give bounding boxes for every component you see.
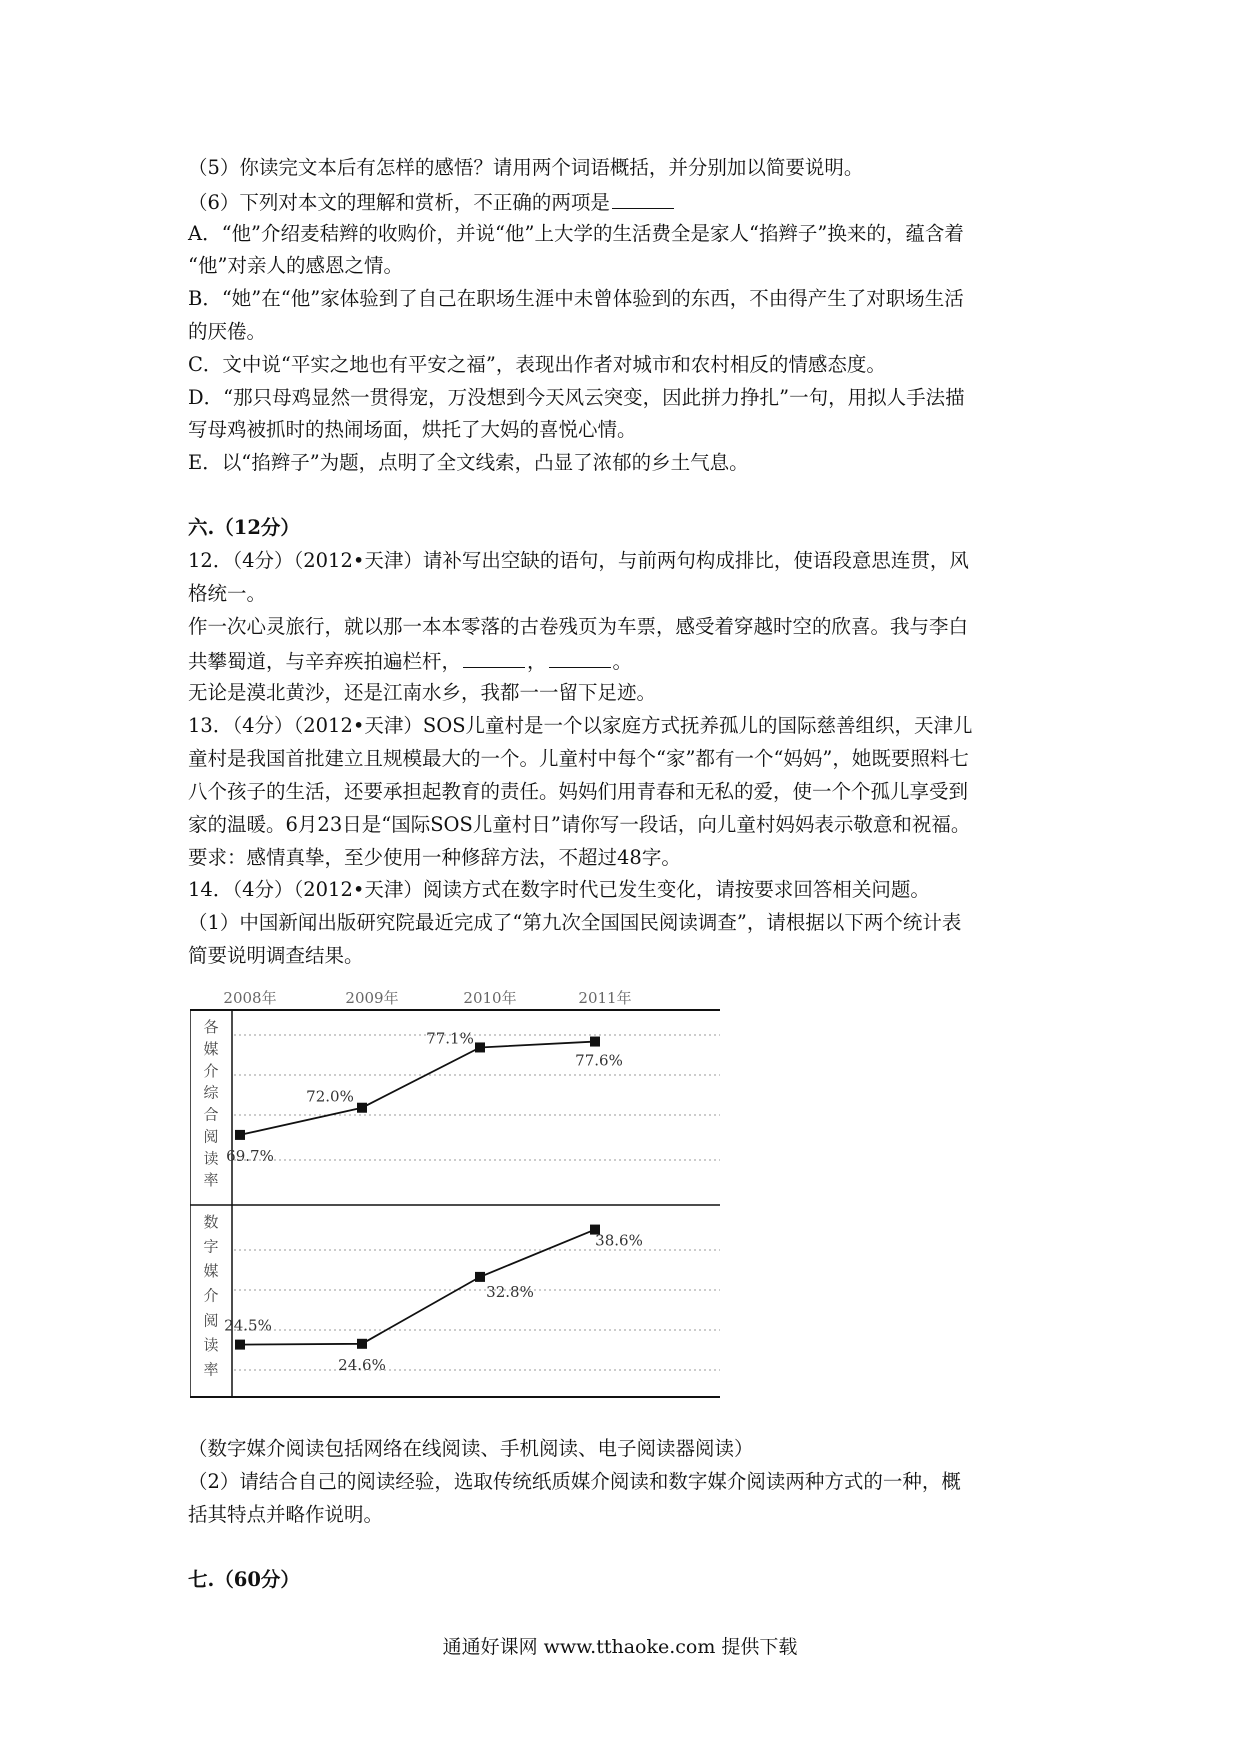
chart-data-label: 77.6% bbox=[575, 1051, 623, 1070]
q13-line3: 八个孩子的生活，还要承担起教育的责任。妈妈们用青春和无私的爱，使一个个孤儿享受到 bbox=[188, 780, 969, 803]
chart-data-point bbox=[235, 1340, 245, 1350]
q13-line2: 童村是我国首批建立且规模最大的一个。儿童村中每个“家”都有一个“妈妈”，她既要照料七 bbox=[188, 747, 969, 770]
chart-x-tick-label: 2008年 bbox=[223, 989, 277, 1007]
q12-line1: 12．（4分）（2012•天津）请补写出空缺的语句，与前两句构成排比，使语段意思连贯，风 bbox=[188, 549, 969, 572]
chart-data-point bbox=[475, 1272, 485, 1282]
chart-data-point bbox=[357, 1339, 367, 1349]
q12-passage-line3: 无论是漠北黄沙，还是江南水乡，我都一一留下足迹。 bbox=[188, 681, 657, 704]
chart-y-axis-label: 率 bbox=[203, 1360, 219, 1379]
chart-y-axis-label: 读 bbox=[203, 1335, 219, 1354]
chart-series-line bbox=[240, 1230, 595, 1345]
chart-series-line bbox=[240, 1042, 595, 1135]
chart-data-point bbox=[590, 1037, 600, 1047]
chart-y-axis-label: 阅 bbox=[203, 1127, 219, 1146]
chart-x-tick-label: 2010年 bbox=[463, 989, 517, 1007]
q13-line5: 要求：感情真挚，至少使用一种修辞方法，不超过48字。 bbox=[188, 846, 681, 869]
option-d-line2: 写母鸡被抓时的热闹场面，烘托了大妈的喜悦心情。 bbox=[188, 418, 637, 441]
chart-y-axis-label: 字 bbox=[203, 1237, 219, 1256]
option-d-line1: D．“那只母鸡显然一贯得宠，万没想到今天风云突变，因此拼力挣扎”一句，用拟人手法描 bbox=[188, 386, 965, 409]
chart-data-label: 69.7% bbox=[226, 1146, 274, 1165]
section-seven-heading: 七.（60分） bbox=[188, 1568, 300, 1591]
chart-data-label: 24.6% bbox=[338, 1355, 386, 1374]
q14-part1-line2: 简要说明调查结果。 bbox=[188, 944, 364, 967]
answer-blank bbox=[612, 191, 674, 209]
blank-1 bbox=[463, 650, 525, 668]
chart-y-axis-label: 介 bbox=[203, 1061, 219, 1080]
q13-line4: 家的温暖。6月23日是“国际SOS儿童村日”请你写一段话，向儿童村妈妈表示敬意和祝福。 bbox=[188, 813, 971, 836]
chart-data-label: 24.5% bbox=[224, 1316, 272, 1335]
q14-part2-line1: （2）请结合自己的阅读经验，选取传统纸质媒介阅读和数字媒介阅读两种方式的一种，概 bbox=[188, 1470, 961, 1493]
chart-y-axis-label: 各 bbox=[203, 1018, 219, 1036]
q6-text: （6）下列对本文的理解和赏析，不正确的两项是 bbox=[188, 191, 610, 214]
q13-line1: 13．（4分）（2012•天津）SOS儿童村是一个以家庭方式抚养孤儿的国际慈善组织，天津儿 bbox=[188, 714, 973, 737]
option-c-line: C．文中说“平实之地也有平安之福”，表现出作者对城市和农村相反的情感态度。 bbox=[188, 353, 886, 376]
chart-note: （数字媒介阅读包括网络在线阅读、手机阅读、电子阅读器阅读） bbox=[188, 1437, 754, 1460]
option-b-line2: 的厌倦。 bbox=[188, 320, 267, 343]
chart-y-axis-label: 阅 bbox=[203, 1311, 219, 1330]
chart-data-label: 77.1% bbox=[426, 1029, 474, 1048]
chart-y-axis-label: 媒 bbox=[203, 1039, 219, 1058]
q14-line: 14．（4分）（2012•天津）阅读方式在数字时代已发生变化，请按要求回答相关问题。 bbox=[188, 878, 930, 901]
q12-line2: 格统一。 bbox=[188, 582, 267, 605]
chart-data-point bbox=[475, 1042, 485, 1052]
reading-rate-chart bbox=[190, 985, 730, 1415]
q6-line bbox=[188, 191, 676, 213]
chart-data-point bbox=[357, 1103, 367, 1113]
q14-part1-line1: （1）中国新闻出版研究院最近完成了“第九次全国国民阅读调查”，请根据以下两个统计表 bbox=[188, 911, 962, 934]
option-a-line2: “他”对亲人的感恩之情。 bbox=[188, 254, 403, 277]
option-a-line1: A．“他”介绍麦秸辫的收购价，并说“他”上大学的生活费全是家人“掐辫子”换来的，蕴含着 bbox=[188, 222, 964, 245]
q5-line: （5）你读完文本后有怎样的感悟？请用两个词语概括，并分别加以简要说明。 bbox=[188, 156, 864, 179]
chart-x-tick-label: 2009年 bbox=[345, 989, 399, 1007]
chart-data-label: 38.6% bbox=[595, 1231, 643, 1250]
chart-data-label: 32.8% bbox=[486, 1282, 534, 1301]
blank-separator: ， bbox=[527, 650, 547, 673]
q12-passage-line2 bbox=[188, 650, 632, 672]
chart-data-label: 72.0% bbox=[306, 1087, 354, 1106]
chart-y-axis-label: 率 bbox=[203, 1171, 219, 1190]
chart-y-axis-label: 媒 bbox=[203, 1262, 219, 1281]
option-b-line1: B．“她”在“他”家体验到了自己在职场生涯中未曾体验到的东西，不由得产生了对职场生活 bbox=[188, 287, 964, 310]
chart-y-axis-label: 合 bbox=[203, 1105, 219, 1124]
chart-marks bbox=[203, 989, 642, 1378]
blank-2 bbox=[549, 650, 611, 668]
q12-passage-text: 共攀蜀道，与辛弃疾拍遍栏杆， bbox=[188, 650, 462, 673]
chart-y-axis-label: 介 bbox=[203, 1286, 219, 1305]
q12-passage-line1: 作一次心灵旅行，就以那一本本零落的古卷残页为车票，感受着穿越时空的欣喜。我与李白 bbox=[188, 615, 969, 638]
q14-part2-line2: 括其特点并略作说明。 bbox=[188, 1503, 384, 1526]
chart-x-tick-label: 2011年 bbox=[578, 989, 632, 1007]
blank-end: 。 bbox=[612, 650, 633, 673]
chart-y-axis-label: 数 bbox=[203, 1213, 219, 1231]
chart-y-axis-label: 综 bbox=[203, 1083, 219, 1102]
chart-data-point bbox=[235, 1130, 245, 1140]
section-six-heading: 六.（12分） bbox=[188, 516, 300, 539]
chart-frame bbox=[190, 1010, 720, 1397]
chart-y-axis-label: 读 bbox=[203, 1149, 219, 1168]
option-e-line: E．以“掐辫子”为题，点明了全文线索，凸显了浓郁的乡土气息。 bbox=[188, 451, 749, 474]
page-footer: 通通好课网 www.tthaoke.com 提供下载 bbox=[442, 1636, 798, 1658]
